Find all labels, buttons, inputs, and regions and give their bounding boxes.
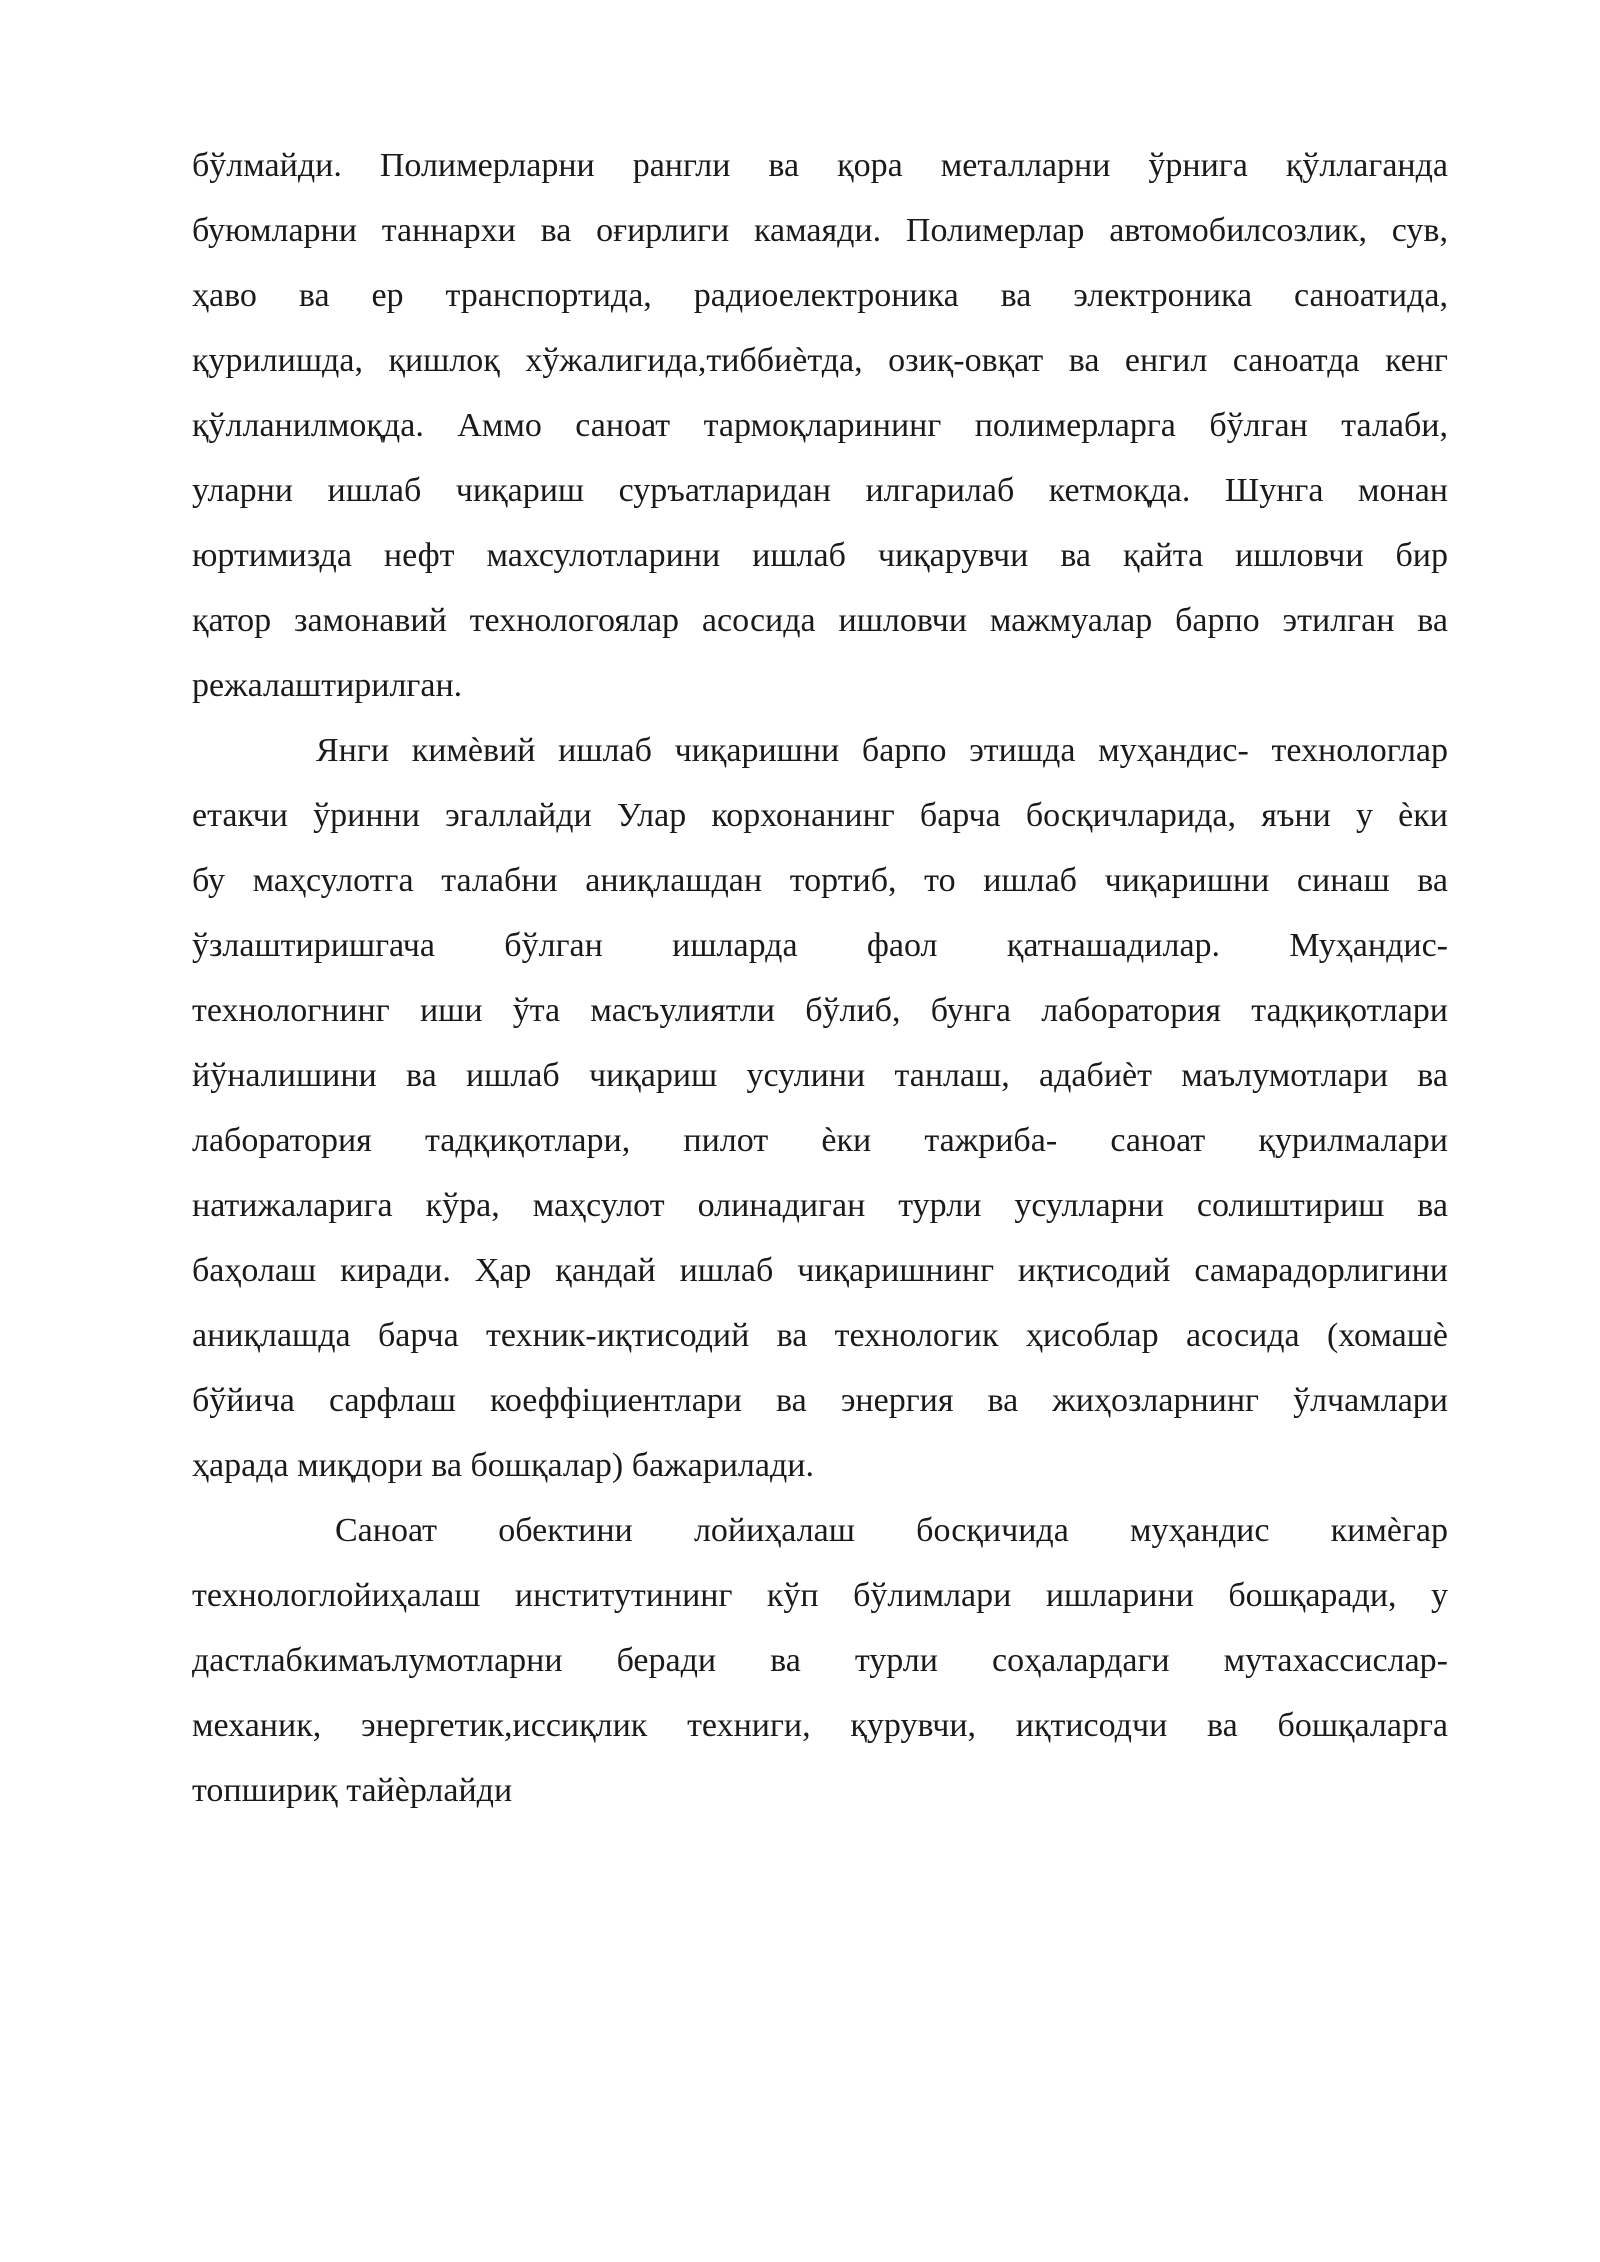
paragraph-2-line-2: етакчи ўринни эгаллайди Улар корхонанинг барча босқичларида, яъни у ѐки — [192, 797, 1448, 834]
paragraph-2-line-8: натижаларига кўра, маҳсулот олинадиган турли усулларни солиштириш ва — [192, 1187, 1448, 1224]
paragraph-1-line-9: режалаштирилган. — [192, 667, 463, 704]
paragraph-2-line-1: Янги кимѐвий ишлаб чиқаришни барпо этишда муҳандис- технологлар — [316, 732, 1448, 769]
paragraph-1-line-5: қўлланилмоқда. Аммо саноат тармоқларининг полимерларга бўлган талаби, — [192, 407, 1448, 444]
paragraph-2 — [192, 718, 1448, 1498]
paragraph-1-line-2: буюмларни таннархи ва оғирлиги камаяди. Полимерлар автомобилсозлик, сув, — [192, 212, 1448, 249]
document-body — [192, 133, 1448, 1823]
paragraph-1-line-7: юртимизда нефт махсулотларини ишлаб чиқарувчи ва қайта ишловчи бир — [192, 537, 1448, 574]
paragraph-1-line-1: бўлмайди. Полимерларни рангли ва қора металларни ўрнига қўллаганда — [192, 147, 1448, 184]
paragraph-3-line-3: дастлабкимаълумотларни беради ва турли соҳалардаги мутахассислар- — [192, 1642, 1448, 1679]
paragraph-1-line-3: ҳаво ва ер транспортида, радиоелектроника ва электроника саноатида, — [192, 277, 1448, 314]
paragraph-2-line-4: ўзлаштиришгача бўлган ишларда фаол қатнашадилар. Муҳандис- — [192, 927, 1448, 964]
paragraph-3-line-2: технологлойиҳалаш институтининг кўп бўлимлари ишларини бошқаради, у — [192, 1577, 1448, 1614]
paragraph-2-line-3: бу маҳсулотга талабни аниқлашдан тортиб, то ишлаб чиқаришни синаш ва — [192, 862, 1448, 899]
paragraph-2-line-6: йўналишини ва ишлаб чиқариш усулини танлаш, адабиѐт маълумотлари ва — [192, 1057, 1448, 1094]
paragraph-2-line-9: баҳолаш киради. Ҳар қандай ишлаб чиқаришнинг иқтисодий самарадорлигини — [192, 1252, 1448, 1289]
paragraph-2-line-5: технологнинг иши ўта масъулиятли бўлиб, бунга лаборатория тадқиқотлари — [192, 992, 1448, 1029]
paragraph-2-line-10: аниқлашда барча техник-иқтисодий ва технологик ҳисоблар асосида (хомашѐ — [192, 1317, 1448, 1354]
paragraph-2-line-7: лаборатория тадқиқотлари, пилот ѐки тажриба- саноат қурилмалари — [192, 1122, 1448, 1159]
paragraph-1-line-6: уларни ишлаб чиқариш суръатларидан илгарилаб кетмоқда. Шунга монан — [192, 472, 1448, 509]
paragraph-1-line-8: қатор замонавий технологоялар асосида ишловчи мажмуалар барпо этилган ва — [192, 602, 1448, 639]
paragraph-3-line-5: топшириқ тайѐрлайди — [192, 1772, 513, 1809]
paragraph-3-line-4: механик, энергетик,иссиқлик техниги, қурувчи, иқтисодчи ва бошқаларга — [192, 1707, 1448, 1744]
paragraph-2-line-12: ҳарада миқдори ва бошқалар) бажарилади. — [192, 1447, 814, 1484]
paragraph-1-line-4: қурилишда, қишлоқ хўжалигида,тиббиѐтда, озиқ-овқат ва енгил саноатда кенг — [192, 342, 1448, 379]
paragraph-3 — [192, 1498, 1448, 1823]
paragraph-2-line-11: бўйича сарфлаш коеффіциентлари ва энергия ва жиҳозларнинг ўлчамлари — [192, 1382, 1448, 1419]
paragraph-1 — [192, 133, 1448, 718]
paragraph-3-line-1: Саноат обектини лойиҳалаш босқичида муҳандис кимѐгар — [335, 1512, 1448, 1549]
